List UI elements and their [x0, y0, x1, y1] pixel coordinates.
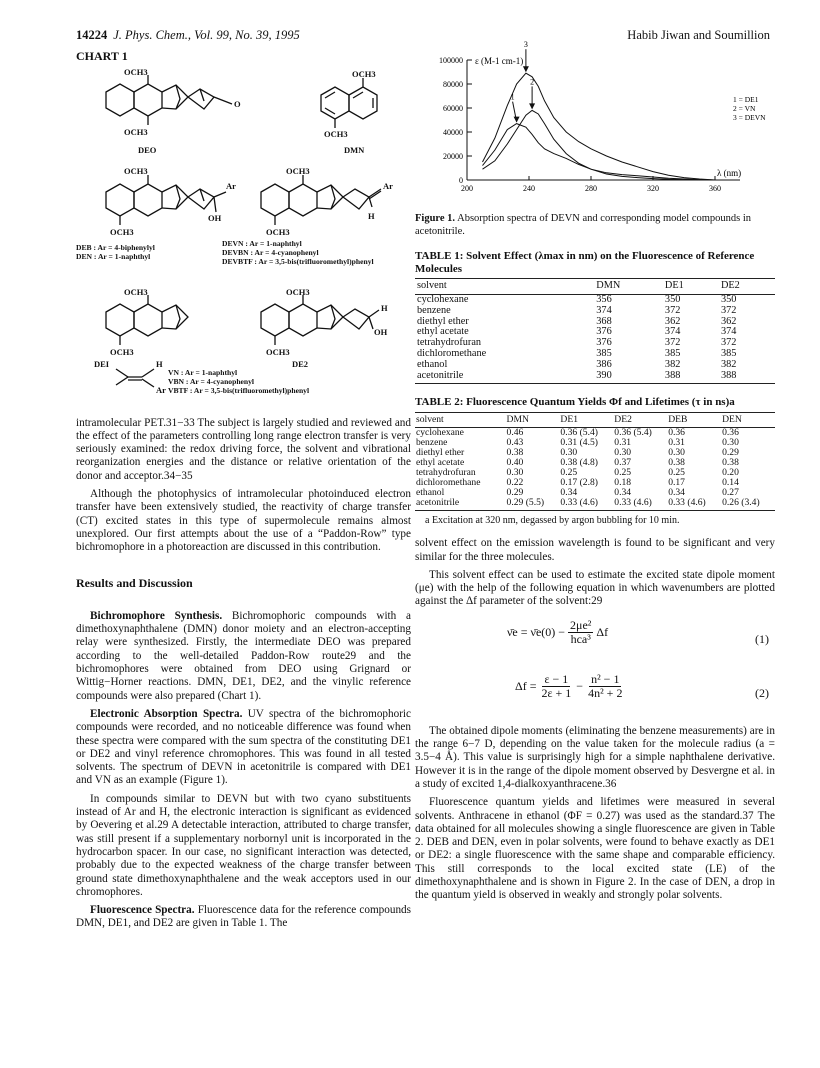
arrow-head	[529, 103, 535, 109]
legend-entry: 1 = DE1	[733, 95, 759, 104]
label-och3: OCH3	[352, 69, 376, 80]
label-och3: OCH3	[124, 166, 148, 177]
runin-fluorescence: Fluorescence Spectra.	[90, 904, 195, 917]
table-cell: 0.30	[722, 436, 739, 448]
table-cell: dichloromethane	[416, 476, 481, 488]
table-cell: 0.29	[506, 486, 524, 498]
table1-header: DE2	[719, 279, 775, 295]
figure1-caption-label: Figure 1.	[415, 213, 456, 225]
annotation-label: 1	[510, 92, 515, 102]
paragraph-fluorescence	[76, 904, 411, 931]
x-axis-label: λ (nm)	[717, 168, 742, 178]
text-fluorescence: Fluorescence data for the reference compounds DMN, DE1, and DE2 are given in Table 1. The	[76, 904, 412, 930]
series-line-3	[483, 73, 716, 180]
table-cell: 0.36 (5.4)	[614, 426, 652, 438]
structure-dei	[106, 295, 188, 345]
table-cell: 0.17 (2.8)	[560, 476, 598, 488]
legend-devbn: DEVBN : Ar = 4-cyanophenyl	[222, 248, 319, 258]
table-cell: acetonitrile	[415, 371, 594, 384]
eq1-number: (1)	[755, 631, 769, 646]
table-row	[415, 498, 775, 511]
table2	[415, 412, 775, 511]
legend-vn: VN : Ar = 1-naphthyl	[168, 368, 238, 378]
table-cell: 0.43	[506, 436, 524, 448]
table2-caption: TABLE 2: Fluorescence Quantum Yields Φf and Lifetimes (τ in ns)a	[415, 396, 735, 409]
table-cell: 0.33 (4.6)	[559, 498, 613, 511]
chart1-structures	[76, 67, 411, 412]
table-cell: 374	[664, 326, 681, 338]
table1-header: solvent	[415, 279, 594, 295]
table-cell: 0.22	[506, 476, 524, 488]
journal-citation: J. Phys. Chem., Vol. 99, No. 39, 1995	[113, 28, 300, 42]
table-cell: 0.29	[722, 446, 739, 458]
table-cell: 0.33 (4.6)	[667, 498, 721, 511]
paragraph-intro: intramolecular PET.31−33 The subject is largely studied and reviewed and the effect of the parameters controlling long range electron transfer is very seriously examined: the redox driving force, the solvent and vibrational reorganization energies and the distance or relative orientation of the donor and acceptor.34−35	[76, 416, 411, 482]
label-ar: Ar	[383, 181, 393, 192]
eq2-minus: −	[576, 678, 584, 693]
label-och3: OCH3	[324, 129, 348, 140]
table-cell: 0.31	[614, 436, 632, 448]
table-cell: 0.27	[722, 486, 739, 498]
y-axis-label: ε (M-1 cm-1)	[475, 56, 524, 66]
label-deo: DEO	[138, 145, 157, 156]
table-cell: 0.46	[506, 426, 524, 438]
table-cell: diethyl ether	[416, 446, 465, 458]
y-tick-label: 20000	[443, 152, 463, 161]
table2-header: DE1	[559, 412, 613, 427]
label-och3: OCH3	[124, 127, 148, 138]
text-synthesis: Bichromophoric compounds with a dimethoxynaphthalene (DMN) donor moiety and an electron-accepting relay were synthesized. Firstly, the intermediate DEO was prepared according to the well-detailed Paddon-Row route29 and the bichromophores were obtained from DEO using Grignard or Wittig−Horner reactions. DMN, DE1, DE2, and the vinylic reference compounds were also prepared (Chart 1).	[76, 609, 412, 702]
table-cell: 0.34	[614, 486, 632, 498]
table-cell: 386	[596, 358, 612, 370]
label-och3: OCH3	[266, 227, 290, 238]
label-ar: Ar	[226, 181, 236, 192]
table-cell: 385	[720, 348, 737, 360]
table-cell: 350	[664, 294, 681, 306]
y-tick-label: 40000	[443, 128, 463, 137]
table-cell: 0.36	[722, 426, 739, 438]
eq1-numerator: 2μe²	[570, 617, 592, 632]
table-cell: 356	[596, 294, 612, 306]
label-och3: OCH3	[124, 287, 148, 298]
table-cell: 362	[720, 315, 737, 327]
table-cell: 390	[594, 371, 663, 384]
table-cell: ethanol	[417, 358, 448, 370]
paragraph-absorption	[76, 708, 411, 788]
equation-2	[415, 671, 775, 717]
legend-vbtf: VBTF : Ar = 3,5-bis(trifluoromethyl)phenyl	[168, 386, 310, 396]
legend-entry: 2 = VN	[733, 104, 756, 113]
eq2-den1: 2ε + 1	[541, 686, 572, 701]
paragraph-interaction: In compounds similar to DEVN but with two cyano substituents instead of Ar and H, the electronic interaction is significant as evidenced by Oevering et al.29 A detectable interaction, attributed to charge transfer, was still present if a supplementary norbornyl unit is incorporated in the hydrocarbon spacer. In our case, no significant interaction was detected, probably due to the expected weakness of the charge transfer between ground state dimethoxynaphthalene and the weak acceptors used in our chromophores.	[76, 792, 411, 898]
x-tick-label: 320	[647, 184, 659, 193]
figure1-caption	[415, 213, 775, 238]
table-row	[415, 478, 775, 488]
table-cell: 372	[664, 304, 681, 316]
table1-caption: TABLE 1: Solvent Effect (λmax in nm) on the Fluorescence of Reference Molecules	[415, 250, 755, 275]
table-cell: 0.25	[614, 466, 632, 478]
table-cell: 0.17	[668, 476, 685, 488]
label-ar: Ar	[156, 385, 166, 396]
table-cell: 0.30	[506, 466, 524, 478]
x-tick-label: 240	[523, 184, 535, 193]
table-cell: cyclohexane	[416, 426, 464, 438]
table-cell: 385	[596, 348, 612, 360]
text-absorption: UV spectra of the bichromophoric compounds were recorded, and no noticeable difference was found when these spectra were compared with the sum spectra of the constituting DE1 or DE2 and vinyl reference chromophores. This was found in all tested solvents. The spectrum of DEVN in acetonitrile is compared with DE1 and VN as an example (Figure 1).	[76, 707, 412, 787]
table2-header: DEB	[667, 412, 721, 427]
eq2-number: (2)	[755, 685, 769, 700]
table-cell: 0.38	[668, 456, 685, 468]
x-tick-label: 360	[709, 184, 721, 193]
label-oh: OH	[374, 327, 388, 338]
table-cell: 0.30	[668, 446, 685, 458]
y-tick-label: 100000	[439, 56, 463, 65]
paragraph-solvent-effect: solvent effect on the emission wavelength is found to be significant and very similar for the three molecules.	[415, 537, 775, 563]
structure-dmn	[321, 78, 377, 128]
legend-devn: DEVN : Ar = 1-naphthyl	[222, 239, 302, 249]
table-cell: 0.34	[560, 486, 578, 498]
table2-header: DEN	[721, 412, 775, 427]
table-cell: 350	[720, 294, 737, 306]
table-cell: 0.30	[560, 446, 578, 458]
table-cell: 0.31 (4.5)	[560, 436, 598, 448]
table-cell: 0.33 (4.6)	[613, 498, 667, 511]
eq2-lhs: Δf =	[515, 678, 537, 693]
paragraph-quantum-yields: Fluorescence quantum yields and lifetimes were measured in several solvents. Anthracene in ethanol (ΦF = 0.27) was used as the standard.37 The data obtained for all molecules showing a single fluorescence are given in Table 2. DEB and DEN, even in polar solvents, were found to behave exactly as DE1 or DE2: a single fluorescence with the same shape and comparable efficiency. This still corresponds to the local excited state (LE) of the dimethoxynaphthalene and is shown in Figure 2. In the case of DEN, a drop in the quantum yield is observed in weakly and strongly polar solvents.	[415, 796, 775, 902]
table-cell: 0.40	[506, 456, 524, 468]
label-och3: OCH3	[110, 347, 134, 358]
table-cell: 0.26 (3.4)	[721, 498, 775, 511]
eq1-lhs: ν̄e = ν̄e(0) −	[507, 624, 566, 639]
table-cell: 372	[720, 304, 737, 316]
table-cell: 374	[720, 326, 737, 338]
annotation-label: 3	[523, 40, 528, 50]
header-left	[76, 28, 300, 43]
table-cell: 376	[596, 326, 612, 338]
page-number: 14224	[76, 28, 108, 42]
label-oh: OH	[208, 213, 222, 224]
table-cell: 0.30	[614, 446, 632, 458]
table-cell: 0.38	[506, 446, 524, 458]
label-dei: DEI	[94, 359, 110, 370]
paragraph-dipole-results: The obtained dipole moments (eliminating the benzene measurements) are in the range 6−7 D, depending on the value taken for the molecule radius (a = 3.5−4 Å). This value is surprisingly high for a simple naphthalene derivative. However it is in the range of the dipole moment observed by Desvergne et al. in a study of excited 1,4-dialkoxyanthracene.36	[415, 724, 775, 790]
label-och3: OCH3	[124, 67, 148, 78]
table-cell: benzene	[416, 436, 448, 448]
table1-header: DE1	[663, 279, 719, 295]
runin-synthesis: Bichromophore Synthesis.	[90, 609, 223, 622]
table1	[415, 278, 775, 384]
table2-header: solvent	[415, 412, 506, 427]
table-row	[415, 438, 775, 448]
y-tick-label: 0	[459, 176, 463, 185]
table-cell: 385	[664, 348, 681, 360]
table-cell: 0.37	[614, 456, 632, 468]
table-cell: ethanol	[416, 486, 445, 498]
table-cell: 376	[596, 337, 612, 349]
table-cell: 0.20	[722, 466, 739, 478]
table-cell: dichloromethane	[417, 348, 487, 360]
table-cell: 382	[720, 358, 737, 370]
structure-vinyl	[116, 369, 154, 387]
table-cell: benzene	[417, 304, 451, 316]
table-cell: ethyl acetate	[417, 326, 469, 338]
annotation-label: 2	[530, 77, 535, 87]
paragraph-dipole: This solvent effect can be used to estimate the excited state dipole moment (μe) with the help of the following equation in which wavenumbers are plotted against the Δf parameter of the solvent:29	[415, 568, 775, 608]
table2-footnote: a Excitation at 320 nm, degassed by argon bubbling for 10 min.	[425, 514, 680, 526]
table-cell: 0.25	[560, 466, 578, 478]
table-cell: 0.38 (4.8)	[560, 456, 598, 468]
paragraph-synthesis	[76, 610, 411, 703]
table-cell: 0.29 (5.5)	[506, 498, 560, 511]
legend-vbn: VBN : Ar = 4-cyanophenyl	[168, 377, 255, 387]
table-cell: diethyl ether	[417, 315, 469, 327]
runin-absorption: Electronic Absorption Spectra.	[90, 707, 243, 720]
chart1-title: CHART 1	[76, 49, 128, 63]
x-tick-label: 200	[461, 184, 473, 193]
figure1-caption-text: Absorption spectra of DEVN and corresponding model compounds in acetonitrile.	[415, 213, 752, 237]
table-cell: acetonitrile	[415, 498, 506, 511]
paragraph-photophysics: Although the photophysics of intramolecular photoinduced electron transfer have been extensively studied, the reactivity of charge transfer (CT) excited states in this type of supermolecule remains almost unexplored. Our first attempts about the use of a “Paddon-Row” type bichromophore in a photoreaction are discussed in this contribution.	[76, 488, 411, 554]
table-cell: ethyl acetate	[416, 456, 465, 468]
label-h: H	[381, 303, 388, 314]
legend-devbtf: DEVBTF : Ar = 3,5-bis(trifluoromethyl)phenyl	[222, 257, 374, 267]
label-o: O	[234, 99, 241, 110]
table-cell: 388	[719, 371, 775, 384]
table-cell: tetrahydrofuran	[417, 337, 482, 349]
table-cell: 0.36	[668, 426, 685, 438]
table-cell: 362	[664, 315, 681, 327]
header-authors: Habib Jiwan and Soumillion	[627, 28, 770, 42]
table-cell: 0.31	[668, 436, 685, 448]
table-cell: 388	[663, 371, 719, 384]
y-tick-label: 60000	[443, 104, 463, 113]
eq2-num1: ε − 1	[544, 671, 569, 686]
legend-deb: DEB : Ar = 4-biphenylyl	[76, 243, 155, 253]
structure-deo	[106, 75, 232, 125]
label-de2: DE2	[292, 359, 309, 370]
table-cell: 0.34	[668, 486, 685, 498]
table2-header: DE2	[613, 412, 667, 427]
table-cell: 0.25	[668, 466, 685, 478]
table-cell: 0.18	[614, 476, 632, 488]
eq1-tail: Δf	[596, 624, 609, 639]
arrow-head	[523, 66, 529, 72]
table-cell: 368	[596, 315, 612, 327]
table-cell: 372	[720, 337, 737, 349]
label-och3: OCH3	[286, 287, 310, 298]
table-cell: 382	[664, 358, 681, 370]
section-heading: Results and Discussion	[76, 575, 193, 590]
legend-entry: 3 = DEVN	[733, 113, 766, 122]
table-row	[415, 371, 775, 384]
x-tick-label: 280	[585, 184, 597, 193]
eq2-den2: 4n² + 2	[588, 686, 623, 701]
right-column	[415, 40, 775, 908]
eq1-denominator: hca³	[570, 632, 591, 647]
table1-header: DMN	[594, 279, 663, 295]
table-cell: tetrahydrofuran	[416, 466, 476, 478]
label-och3: OCH3	[266, 347, 290, 358]
label-h: H	[156, 359, 163, 370]
table-cell: 0.14	[722, 476, 739, 488]
table-cell: 372	[664, 337, 681, 349]
label-och3: OCH3	[286, 166, 310, 177]
figure1-chart	[415, 40, 775, 205]
label-och3: OCH3	[110, 227, 134, 238]
table-cell: 0.38	[722, 456, 739, 468]
table2-header: DMN	[506, 412, 560, 427]
label-dmn: DMN	[344, 145, 365, 156]
table-cell: 0.36 (5.4)	[560, 426, 598, 438]
arrow-head	[514, 117, 520, 123]
left-column	[76, 50, 411, 936]
running-header	[76, 28, 770, 46]
structure-devn	[261, 175, 381, 225]
table-cell: cyclohexane	[417, 294, 469, 306]
label-h: H	[368, 211, 375, 222]
equation-1	[415, 617, 775, 663]
y-tick-label: 80000	[443, 80, 463, 89]
table-cell: 374	[596, 304, 612, 316]
structure-de2	[261, 295, 379, 345]
legend-den: DEN : Ar = 1-naphthyl	[76, 252, 151, 262]
eq2-num2: n² − 1	[591, 671, 620, 686]
